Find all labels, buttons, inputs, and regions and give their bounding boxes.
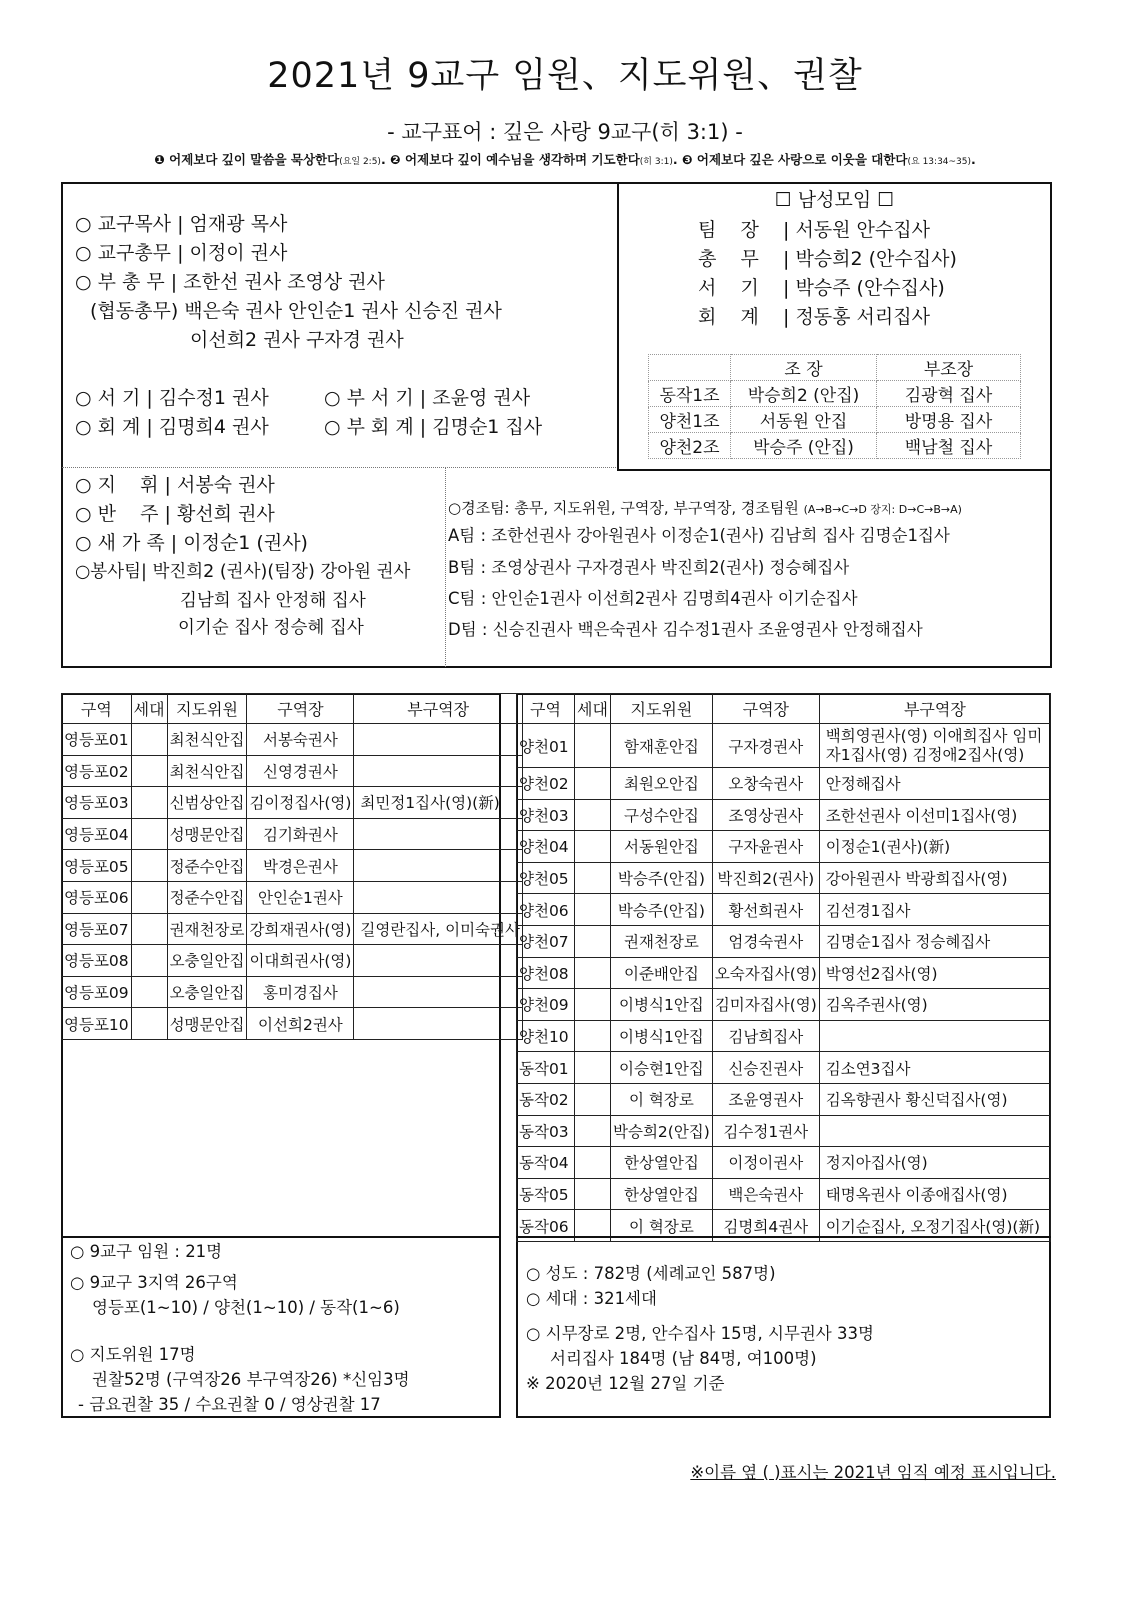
table-row [62,724,523,756]
cell-subleader [354,881,523,913]
cell-subleader: 정지아집사(영) [819,1147,1050,1179]
cell-leader: 신승진권사 [712,1052,819,1084]
condolence-team-a: A팀 : 조한선권사 강아원권사 이정순1(권사) 김남희 집사 김명순1집사 [448,526,950,545]
summary-district-list: 영등포(1~10) / 양천(1~10) / 동작(1~6) [92,1298,400,1317]
summary-leaders: 권찰52명 (구역장26 부구역장26) *신임3명 [92,1370,410,1389]
cell-subleader [354,755,523,787]
cell-leader: 구자경권사 [712,724,819,768]
cell-district: 영등포09 [62,976,132,1008]
cell-households [575,1052,611,1084]
cell-households [131,1008,167,1040]
cell-leader: 백은숙권사 [712,1178,819,1210]
cell-subleader: 이정순1(권사)(新) [819,831,1050,863]
officer-pastor: ○ 교구목사 | 엄재광 목사 [75,213,288,235]
col-advisor: 지도위원 [611,694,713,724]
cell-district: 동작01 [517,1052,575,1084]
cell-leader: 김기화권사 [247,818,354,850]
mens-name-treasurer: | 정동홍 서리집사 [783,306,930,328]
section-divider [62,467,618,468]
cell-advisor: 이 혁장로 [611,1210,713,1242]
cell-subleader [354,976,523,1008]
group-name: 동작1조 [649,381,731,407]
cell-district: 양천02 [517,768,575,800]
motto-3-text: 어제보다 깊은 사랑으로 이웃을 대한다 [692,152,908,167]
cell-leader: 김수정1권사 [712,1115,819,1147]
cell-subleader: 태명옥권사 이종애집사(영) [819,1178,1050,1210]
table-row [517,724,1051,768]
cell-subleader: 이기순집사, 오정기집사(영)(新) [819,1210,1050,1242]
group-name: 양천2조 [649,433,731,459]
officer-treasurer: ○ 회 계 | 김명희4 권사 [75,416,269,438]
cell-leader: 이대희권사(영) [247,945,354,977]
cell-leader: 강희재권사(영) [247,913,354,945]
footnote: ※이름 옆 ( )표시는 2021년 임직 예정 표시입니다. [690,1463,1056,1482]
col-subleader: 부구역장 [354,694,523,724]
group-subleader: 방명용 집사 [877,407,1021,433]
cell-district: 양천03 [517,799,575,831]
cell-advisor: 구성수안집 [611,799,713,831]
cell-district: 양천08 [517,957,575,989]
motto-1-end: . [380,152,391,167]
cell-advisor: 최원오안집 [611,768,713,800]
cell-advisor: 오충일안집 [167,945,247,977]
right-summary-divider [516,1236,1051,1238]
summary-members: ○ 성도 : 782명 (세례교인 587명) [526,1264,776,1283]
cell-households [575,1147,611,1179]
cell-subleader [819,1020,1050,1052]
cell-advisor: 이승현1안집 [611,1052,713,1084]
table-row [62,945,523,977]
cell-advisor: 박승주(안집) [611,862,713,894]
mens-name-chief: | 박승희2 (안수집사) [783,248,957,270]
condolence-team-c: C팀 : 안인순1권사 이선희2권사 김명희4권사 이기순집사 [448,589,858,608]
cell-advisor: 이병식1안집 [611,989,713,1021]
cell-district: 양천06 [517,894,575,926]
cell-households [575,1178,611,1210]
cell-subleader [354,724,523,756]
cell-subleader: 길영란집사, 이미숙권사 [354,913,523,945]
cell-subleader: 김선경1집사 [819,894,1050,926]
group-leader: 박승희2 (안집) [731,381,877,407]
cell-district: 영등포08 [62,945,132,977]
cell-subleader: 조한선권사 이선미1집사(영) [819,799,1050,831]
cell-leader: 이선희2권사 [247,1008,354,1040]
cell-advisor: 박승희2(안집) [611,1115,713,1147]
left-summary-divider [61,1236,501,1238]
officer-vice: ○ 부 총 무 | 조한선 권사 조영상 권사 [75,271,385,293]
cell-leader: 서봉숙권사 [247,724,354,756]
cell-leader: 박경은권사 [247,850,354,882]
cell-advisor: 성맹문안집 [167,818,247,850]
cell-advisor: 이병식1안집 [611,1020,713,1052]
cell-district: 영등포01 [62,724,132,756]
table-row [517,1115,1051,1147]
motto-2-end: . [672,152,682,167]
cell-households [131,818,167,850]
cell-leader: 구자윤권사 [712,831,819,863]
cell-district: 양천05 [517,862,575,894]
group-subleader: 백남철 집사 [877,433,1021,459]
table-row [62,881,523,913]
cell-leader: 김이정집사(영) [247,787,354,819]
cell-leader: 조영상권사 [712,799,819,831]
cell-advisor: 서동원안집 [611,831,713,863]
cell-households [131,881,167,913]
table-row [62,818,523,850]
col-leader: 구역장 [247,694,354,724]
condolence-header-text: ○경조팀: 총무, 지도위원, 구역장, 부구역장, 경조팀원 [448,499,799,517]
cell-leader: 안인순1권사 [247,881,354,913]
officer-secretary: ○ 서 기 | 김수정1 권사 [75,387,269,409]
cell-subleader: 백희영권사(영) 이애희집사 임미자1집사(영) 김정애2집사(영) [819,724,1050,768]
group-leader: 박승주 (안집) [731,433,877,459]
cell-advisor: 이준배안집 [611,957,713,989]
mens-role-secretary: 서 기 [698,277,759,299]
cell-subleader: 박영선2집사(영) [819,957,1050,989]
cell-leader: 신영경권사 [247,755,354,787]
left-district-table [61,693,523,1040]
summary-officers: ○ 9교구 임원 : 21명 [70,1242,223,1261]
table-row [517,925,1051,957]
cell-subleader: 최민정1집사(영)(新) [354,787,523,819]
table-row [62,976,523,1008]
cell-advisor: 정준수안집 [167,881,247,913]
table-row [62,755,523,787]
table-row [517,799,1051,831]
summary-advisors: ○ 지도위원 17명 [70,1345,196,1364]
mens-role-chief: 총 무 [698,248,759,270]
cell-district: 동작03 [517,1115,575,1147]
table-row [517,1178,1051,1210]
cell-households [575,831,611,863]
table-row [517,768,1051,800]
cell-district: 영등포02 [62,755,132,787]
ministry-service-2: 김남희 집사 안정해 집사 [180,591,366,611]
table-row [62,1008,523,1040]
group-name: 양천1조 [649,407,731,433]
ministry-conductor: ○ 지 휘 | 서봉숙 권사 [75,474,275,496]
cell-advisor: 권재천장로 [167,913,247,945]
cell-leader: 김명희4권사 [712,1210,819,1242]
mens-role-leader: 팀 장 [698,219,759,241]
mens-group-title: ☐ 남성모임 ☐ [774,189,895,211]
group-subleader: 김광혁 집사 [877,381,1021,407]
table-row [517,1020,1051,1052]
cell-district: 동작05 [517,1178,575,1210]
cell-households [575,1020,611,1052]
cell-advisor: 한상열안집 [611,1178,713,1210]
ministry-service-3: 이기순 집사 정승혜 집사 [178,618,364,638]
cell-advisor: 최천식안집 [167,755,247,787]
cell-advisor: 신범상안집 [167,787,247,819]
cell-district: 동작06 [517,1210,575,1242]
cell-households [575,1083,611,1115]
motto-2-text: 어제보다 깊이 예수님을 생각하며 기도한다 [400,152,640,167]
motto-2-number: ❷ [390,152,401,167]
col-subleader: 부구역장 [819,694,1050,724]
cell-advisor: 성맹문안집 [167,1008,247,1040]
cell-leader: 박진희2(권사) [712,862,819,894]
cell-advisor: 박승주(안집) [611,894,713,926]
cell-district: 양천09 [517,989,575,1021]
cell-households [575,925,611,957]
summary-date: ※ 2020년 12월 27일 기준 [526,1374,725,1393]
cell-district: 양천07 [517,925,575,957]
cell-leader: 이정이권사 [712,1147,819,1179]
table-row [517,831,1051,863]
cell-subleader: 강아원권사 박광희집사(영) [819,862,1050,894]
col-leader: 구역장 [712,694,819,724]
motto-1-ref: (요일 2:5) [339,157,381,167]
summary-leader-types: - 금요권찰 35 / 수요권찰 0 / 영상권찰 17 [78,1395,381,1414]
cell-subleader: 안정해집사 [819,768,1050,800]
cell-district: 영등포10 [62,1008,132,1040]
right-district-table [516,693,1051,1242]
mens-name-leader: | 서동원 안수집사 [783,219,930,241]
groups-header-subleader: 부조장 [877,355,1021,381]
cell-district: 동작04 [517,1147,575,1179]
cell-households [575,957,611,989]
table-row [517,862,1051,894]
cell-advisor: 한상열안집 [611,1147,713,1179]
cell-district: 영등포03 [62,787,132,819]
table-row [62,850,523,882]
cell-district: 양천01 [517,724,575,768]
cell-advisor: 이 혁장로 [611,1083,713,1115]
cell-advisor: 권재천장로 [611,925,713,957]
cell-leader: 황선희권사 [712,894,819,926]
cell-households [131,787,167,819]
cell-households [575,989,611,1021]
officer-vice-treasurer: ○ 부 회 계 | 김명순1 집사 [324,416,543,438]
cell-leader: 김남희집사 [712,1020,819,1052]
col-district: 구역 [517,694,575,724]
cell-leader: 조윤영권사 [712,1083,819,1115]
cell-households [131,724,167,756]
cell-leader: 엄경숙권사 [712,925,819,957]
ministry-service-1: ○봉사팀| 박진희2 (권사)(팀장) 강아원 권사 [75,562,411,582]
cell-subleader [354,945,523,977]
cell-leader: 김미자집사(영) [712,989,819,1021]
cell-households [131,850,167,882]
group-leader: 서동원 안집 [731,407,877,433]
motto-3-end: . [971,152,976,167]
ministry-divider [445,467,446,667]
cell-households [575,768,611,800]
officer-coop-1: (협동총무) 백은숙 권사 안인순1 권사 신승진 권사 [90,300,502,322]
cell-leader: 오창숙권사 [712,768,819,800]
cell-district: 영등포07 [62,913,132,945]
cell-district: 영등포04 [62,818,132,850]
motto-2-ref: (히 3:1) [639,157,673,167]
summary-districts: ○ 9교구 3지역 26구역 [70,1273,238,1292]
cell-subleader [354,818,523,850]
table-row [517,1147,1051,1179]
officer-vice-secretary: ○ 부 서 기 | 조윤영 권사 [324,387,531,409]
cell-households [131,913,167,945]
cell-subleader [354,1008,523,1040]
cell-advisor: 함재훈안집 [611,724,713,768]
cell-leader: 오숙자집사(영) [712,957,819,989]
groups-header-blank [649,355,731,381]
cell-district: 영등포05 [62,850,132,882]
condolence-header-note: (A→B→C→D 장지: D→C→B→A) [803,503,962,516]
cell-households [575,799,611,831]
table-row [517,957,1051,989]
page-title: 2021년 9교구 임원、지도위원、권찰 [267,56,863,96]
cell-households [575,862,611,894]
mens-name-secretary: | 박승주 (안수집사) [783,277,945,299]
officer-chief: ○ 교구총무 | 이정이 권사 [75,242,288,264]
col-advisor: 지도위원 [167,694,247,724]
cell-households [131,755,167,787]
cell-leader: 홍미경집사 [247,976,354,1008]
summary-deacons: 서리집사 184명 (남 84명, 여100명) [550,1349,817,1368]
cell-households [575,1115,611,1147]
cell-district: 양천10 [517,1020,575,1052]
table-row [517,989,1051,1021]
col-households: 세대 [131,694,167,724]
groups-header-leader: 조 장 [731,355,877,381]
table-row [517,1052,1051,1084]
summary-households: ○ 세대 : 321세대 [526,1289,657,1308]
cell-district: 영등포06 [62,881,132,913]
motto-subtitle: - 교구표어 : 깊은 사랑 9교구(히 3:1) - [387,120,743,144]
officer-coop-2: 이선희2 권사 구자경 권사 [190,329,404,351]
cell-district: 동작02 [517,1083,575,1115]
mens-role-treasurer: 회 계 [698,306,759,328]
cell-subleader: 김옥향권사 황신덕집사(영) [819,1083,1050,1115]
table-row [517,894,1051,926]
ministry-newcomer: ○ 새 가 족 | 이정순1 (권사) [75,532,308,554]
table-row [62,787,523,819]
summary-elders: ○ 시무장로 2명, 안수집사 15명, 시무권사 33명 [526,1324,874,1343]
motto-1-text: 어제보다 깊이 말씀을 묵상한다 [164,152,340,167]
cell-subleader [819,1115,1050,1147]
mens-groups-table [648,354,1021,459]
cell-subleader: 김소연3집사 [819,1052,1050,1084]
cell-households [575,724,611,768]
cell-subleader [354,850,523,882]
cell-advisor: 최천식안집 [167,724,247,756]
col-households: 세대 [575,694,611,724]
cell-advisor: 오충일안집 [167,976,247,1008]
table-row [62,913,523,945]
table-row [517,1083,1051,1115]
cell-households [131,945,167,977]
motto-1-number: ❶ [154,152,165,167]
ministry-accompanist: ○ 반 주 | 황선희 권사 [75,503,275,525]
condolence-team-d: D팀 : 신승진권사 백은숙권사 김수정1권사 조윤영권사 안정해집사 [448,620,923,639]
condolence-team-b: B팀 : 조영상권사 구자경권사 박진희2(권사) 정승혜집사 [448,558,850,577]
cell-subleader: 김명순1집사 정승혜집사 [819,925,1050,957]
cell-subleader: 김옥주권사(영) [819,989,1050,1021]
motto-3-number: ❸ [681,152,693,167]
motto-lines [0,150,1130,168]
cell-advisor: 정준수안집 [167,850,247,882]
cell-households [131,976,167,1008]
col-district: 구역 [62,694,132,724]
cell-district: 양천04 [517,831,575,863]
cell-households [575,894,611,926]
motto-3-ref: (요 13:34~35) [907,157,972,167]
